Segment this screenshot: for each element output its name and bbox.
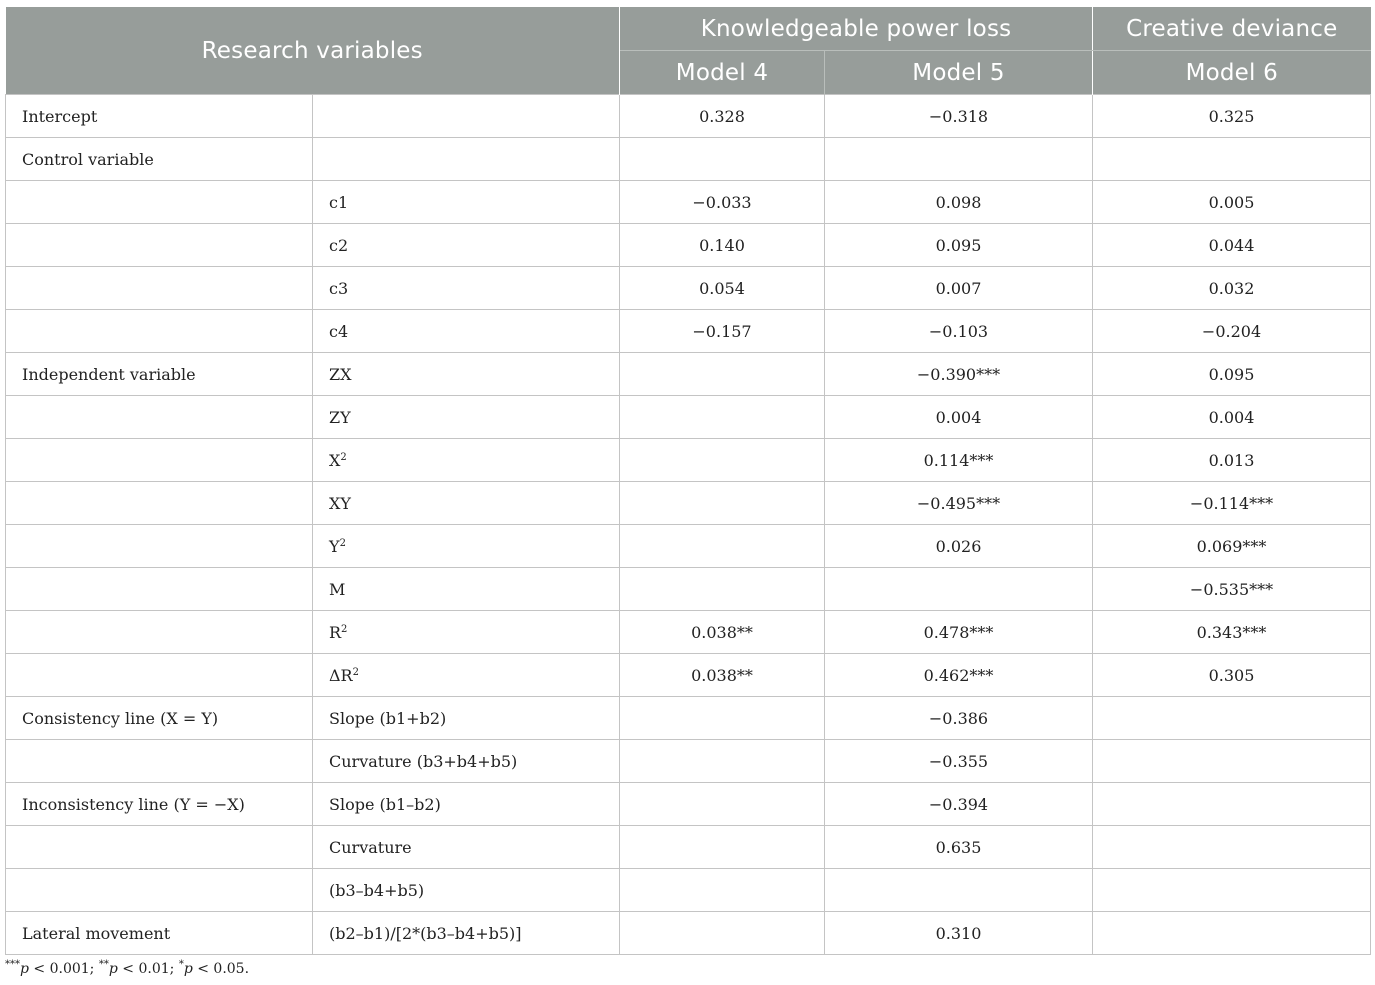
cell-model-5: 0.004 bbox=[825, 396, 1093, 439]
table-row bbox=[6, 224, 1371, 267]
variable-text: Curvature bbox=[329, 837, 412, 857]
cell-model-4 bbox=[620, 353, 825, 396]
cell-model-5: 0.098 bbox=[825, 181, 1093, 224]
cell-model-5: −0.386 bbox=[825, 697, 1093, 740]
row-group-label bbox=[6, 869, 313, 912]
variable-text: c3 bbox=[329, 278, 349, 298]
cell-model-4 bbox=[620, 482, 825, 525]
row-group-label bbox=[6, 439, 313, 482]
variable-text: c1 bbox=[329, 192, 349, 212]
cell-model-4 bbox=[620, 783, 825, 826]
cell-model-5: −0.318 bbox=[825, 95, 1093, 138]
footnote-text-2: < 0.01; bbox=[117, 961, 179, 977]
cell-model-5 bbox=[825, 138, 1093, 181]
variable-text: M bbox=[329, 579, 346, 599]
footnote-text-1: < 0.001; bbox=[28, 961, 99, 977]
variable-text: ZY bbox=[329, 407, 351, 427]
cell-model-6 bbox=[1093, 912, 1371, 955]
header-model-4: Model 4 bbox=[620, 51, 825, 95]
row-group-label bbox=[6, 482, 313, 525]
cell-model-4: 0.140 bbox=[620, 224, 825, 267]
table-row bbox=[6, 181, 1371, 224]
cell-model-6: 0.004 bbox=[1093, 396, 1371, 439]
variable-superscript: 2 bbox=[339, 537, 346, 549]
row-variable-label bbox=[313, 482, 620, 525]
cell-model-5: 0.007 bbox=[825, 267, 1093, 310]
cell-model-6: −0.204 bbox=[1093, 310, 1371, 353]
cell-model-6: 0.325 bbox=[1093, 95, 1371, 138]
variable-superscript: 2 bbox=[340, 451, 347, 463]
table-row bbox=[6, 396, 1371, 439]
header-creative-deviance: Creative deviance bbox=[1093, 7, 1371, 51]
cell-model-6 bbox=[1093, 697, 1371, 740]
cell-model-5: 0.026 bbox=[825, 525, 1093, 568]
row-variable-label bbox=[313, 95, 620, 138]
variable-text: Slope (b1–b2) bbox=[329, 794, 441, 814]
cell-model-4 bbox=[620, 138, 825, 181]
variable-text: XY bbox=[329, 493, 351, 513]
row-variable-label bbox=[313, 181, 620, 224]
row-group-label: Control variable bbox=[6, 138, 313, 181]
row-group-label: Consistency line (X = Y) bbox=[6, 697, 313, 740]
footnote-stars-1: *** bbox=[5, 959, 20, 970]
table-row bbox=[6, 783, 1371, 826]
cell-model-5: 0.310 bbox=[825, 912, 1093, 955]
footnote-stars-2: ** bbox=[98, 959, 109, 970]
cell-model-4 bbox=[620, 826, 825, 869]
variable-superscript: 2 bbox=[352, 666, 359, 678]
header-research-variables: Research variables bbox=[6, 7, 620, 95]
table-row bbox=[6, 611, 1371, 654]
cell-model-4: 0.038** bbox=[620, 654, 825, 697]
variable-text: R bbox=[329, 622, 342, 642]
table-row bbox=[6, 697, 1371, 740]
row-variable-label bbox=[313, 138, 620, 181]
cell-model-6: 0.343*** bbox=[1093, 611, 1371, 654]
variable-superscript: 2 bbox=[341, 623, 348, 635]
cell-model-5: 0.462*** bbox=[825, 654, 1093, 697]
row-variable-label bbox=[313, 267, 620, 310]
cell-model-6: 0.069*** bbox=[1093, 525, 1371, 568]
table-row bbox=[6, 869, 1371, 912]
row-group-label bbox=[6, 396, 313, 439]
table-row bbox=[6, 353, 1371, 396]
row-group-label bbox=[6, 181, 313, 224]
cell-model-6: 0.095 bbox=[1093, 353, 1371, 396]
footnote-stars-3: * bbox=[178, 959, 184, 970]
cell-model-5: 0.635 bbox=[825, 826, 1093, 869]
cell-model-4: 0.038** bbox=[620, 611, 825, 654]
row-variable-label bbox=[313, 525, 620, 568]
row-group-label bbox=[6, 267, 313, 310]
row-variable-label bbox=[313, 611, 620, 654]
row-group-label bbox=[6, 568, 313, 611]
variable-text: X bbox=[329, 450, 341, 470]
table-row bbox=[6, 482, 1371, 525]
row-variable-label bbox=[313, 912, 620, 955]
cell-model-6 bbox=[1093, 869, 1371, 912]
row-variable-label bbox=[313, 396, 620, 439]
table-body bbox=[6, 95, 1371, 955]
cell-model-5: −0.103 bbox=[825, 310, 1093, 353]
row-variable-label bbox=[313, 654, 620, 697]
table-row bbox=[6, 654, 1371, 697]
row-variable-label bbox=[313, 826, 620, 869]
cell-model-5: 0.478*** bbox=[825, 611, 1093, 654]
footnote-p-2: p bbox=[108, 961, 118, 977]
cell-model-4 bbox=[620, 740, 825, 783]
cell-model-4 bbox=[620, 396, 825, 439]
cell-model-5: 0.095 bbox=[825, 224, 1093, 267]
row-group-label bbox=[6, 310, 313, 353]
row-group-label bbox=[6, 740, 313, 783]
cell-model-4 bbox=[620, 439, 825, 482]
cell-model-6 bbox=[1093, 826, 1371, 869]
row-group-label bbox=[6, 224, 313, 267]
table-row bbox=[6, 740, 1371, 783]
cell-model-4 bbox=[620, 525, 825, 568]
cell-model-6: 0.013 bbox=[1093, 439, 1371, 482]
cell-model-4 bbox=[620, 869, 825, 912]
variable-text: (b3–b4+b5) bbox=[329, 880, 425, 900]
table-row bbox=[6, 138, 1371, 181]
row-variable-label bbox=[313, 353, 620, 396]
table-row bbox=[6, 95, 1371, 138]
cell-model-4 bbox=[620, 568, 825, 611]
header-model-5: Model 5 bbox=[825, 51, 1093, 95]
regression-table bbox=[5, 7, 1371, 955]
variable-text: c4 bbox=[329, 321, 349, 341]
table-row bbox=[6, 826, 1371, 869]
variable-text: Y bbox=[329, 536, 340, 556]
footnote-text-3: < 0.05. bbox=[192, 961, 250, 977]
row-variable-label bbox=[313, 740, 620, 783]
header-model-6: Model 6 bbox=[1093, 51, 1371, 95]
cell-model-4: 0.054 bbox=[620, 267, 825, 310]
row-variable-label bbox=[313, 697, 620, 740]
variable-text: (b2–b1)/[2*(b3–b4+b5)] bbox=[329, 923, 522, 943]
row-variable-label bbox=[313, 439, 620, 482]
table-row bbox=[6, 525, 1371, 568]
cell-model-5: −0.355 bbox=[825, 740, 1093, 783]
table-row bbox=[6, 267, 1371, 310]
cell-model-6: 0.044 bbox=[1093, 224, 1371, 267]
row-group-label: Independent variable bbox=[6, 353, 313, 396]
table-row bbox=[6, 439, 1371, 482]
row-group-label: Intercept bbox=[6, 95, 313, 138]
cell-model-5: −0.394 bbox=[825, 783, 1093, 826]
row-group-label: Lateral movement bbox=[6, 912, 313, 955]
significance-footnote bbox=[5, 961, 249, 977]
cell-model-5 bbox=[825, 568, 1093, 611]
cell-model-6: 0.005 bbox=[1093, 181, 1371, 224]
row-group-label bbox=[6, 611, 313, 654]
table-header bbox=[6, 7, 1371, 95]
variable-text: ΔR bbox=[329, 665, 353, 685]
cell-model-4 bbox=[620, 697, 825, 740]
row-group-label bbox=[6, 826, 313, 869]
row-group-label: Inconsistency line (Y = −X) bbox=[6, 783, 313, 826]
variable-text: Curvature (b3+b4+b5) bbox=[329, 751, 518, 771]
row-variable-label bbox=[313, 869, 620, 912]
cell-model-4: 0.328 bbox=[620, 95, 825, 138]
table-row bbox=[6, 568, 1371, 611]
cell-model-6: 0.032 bbox=[1093, 267, 1371, 310]
header-knowledgeable-power-loss: Knowledgeable power loss bbox=[620, 7, 1093, 51]
cell-model-5: −0.390*** bbox=[825, 353, 1093, 396]
variable-text: c2 bbox=[329, 235, 349, 255]
row-variable-label bbox=[313, 310, 620, 353]
table-row bbox=[6, 310, 1371, 353]
cell-model-6 bbox=[1093, 740, 1371, 783]
row-variable-label bbox=[313, 568, 620, 611]
cell-model-6 bbox=[1093, 783, 1371, 826]
row-variable-label bbox=[313, 224, 620, 267]
cell-model-6: −0.114*** bbox=[1093, 482, 1371, 525]
cell-model-5: 0.114*** bbox=[825, 439, 1093, 482]
cell-model-4: −0.033 bbox=[620, 181, 825, 224]
cell-model-4: −0.157 bbox=[620, 310, 825, 353]
cell-model-6: 0.305 bbox=[1093, 654, 1371, 697]
cell-model-4 bbox=[620, 912, 825, 955]
row-group-label bbox=[6, 525, 313, 568]
cell-model-5: −0.495*** bbox=[825, 482, 1093, 525]
cell-model-5 bbox=[825, 869, 1093, 912]
cell-model-6: −0.535*** bbox=[1093, 568, 1371, 611]
cell-model-6 bbox=[1093, 138, 1371, 181]
variable-text: Slope (b1+b2) bbox=[329, 708, 447, 728]
variable-text: ZX bbox=[329, 364, 352, 384]
row-variable-label bbox=[313, 783, 620, 826]
table-row bbox=[6, 912, 1371, 955]
footnote-p-3: p bbox=[183, 961, 193, 977]
footnote-p-1: p bbox=[20, 961, 29, 977]
row-group-label bbox=[6, 654, 313, 697]
